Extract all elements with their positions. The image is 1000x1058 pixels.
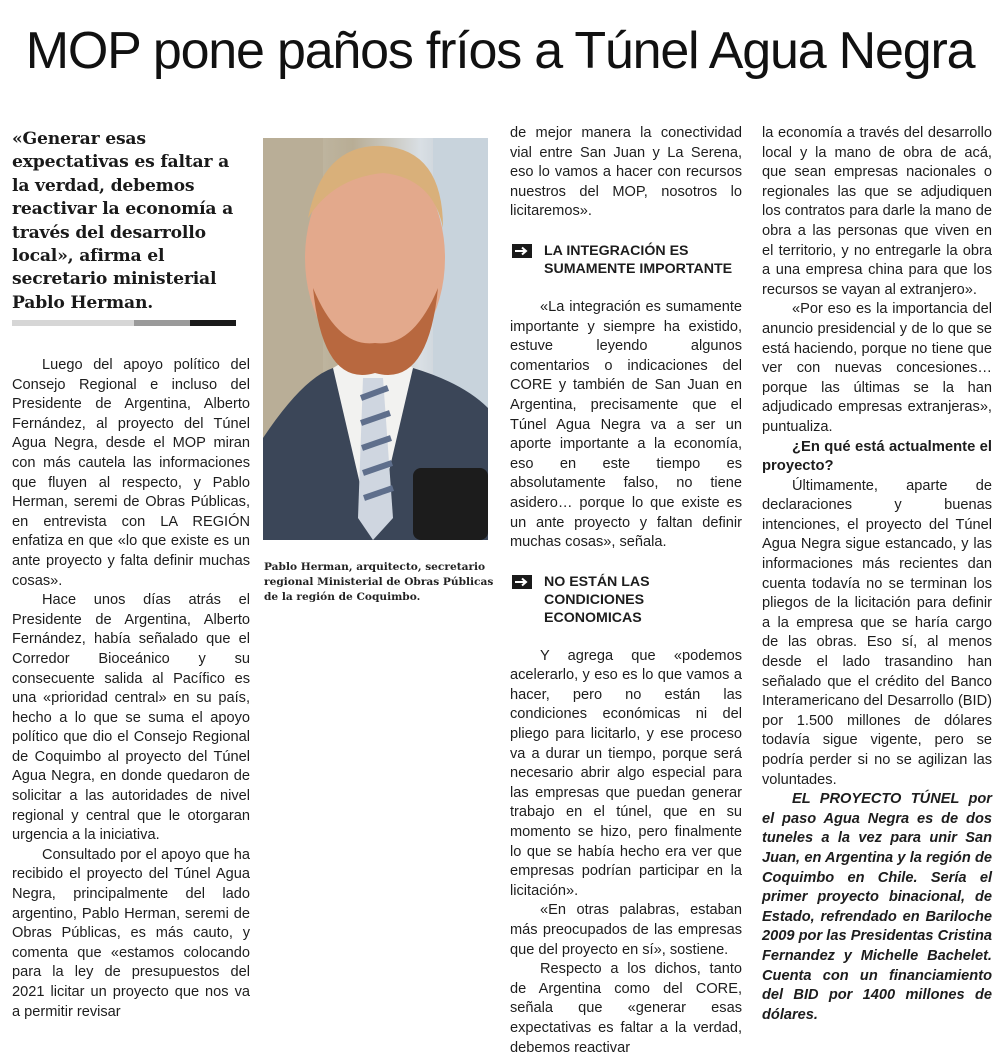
portrait-photo — [263, 138, 488, 540]
paragraph: Hace unos días atrás el Presidente de Argentina, Alberto Fernández, había señalado que el Corredor Bioceánico y su consecuente salida al Pacífico es una «prioridad central» en su país, hecho a lo que se suma el apoyo político que dio el Consejo Regional de Coquimbo al proyecto del Túnel Agua Negra, en donde quedaron de solicitar a las autoridades de nivel regional y central que le otorgaran urgencia a la iniciativa. — [12, 592, 250, 844]
headline: MOP pone paños fríos a Túnel Agua Negra — [25, 22, 975, 80]
photo-caption: Pablo Herman, arquitecto, secretario regional Ministerial de Obras Públicas de la región de Coquimbo. — [264, 561, 494, 603]
column-1 — [12, 356, 250, 1022]
lead-quote: «Generar esas expectativas es faltar a la verdad, debemos reactivar la economía a través del desarrollo local», afirma el secretario ministerial Pablo Herman. — [12, 129, 234, 313]
paragraph: la economía a través del desarrollo local y la mano de obra de acá, que sean empresas nacionales o regionales las que se adjudiquen los contratos para darle la mano de obra a las personas que viven en el territorio, y no entregarle la obra a una empresa china para que los recursos se vayan al extranjero». — [762, 125, 992, 298]
divider-light — [12, 320, 134, 326]
subhead-conditions — [510, 573, 742, 627]
arrow-right-icon — [512, 244, 532, 258]
paragraph: «En otras palabras, estaban más preocupados de las empresas que del proyecto en sí», sostiene. — [510, 902, 742, 958]
fact-box — [762, 790, 992, 1025]
paragraph: «Por eso es la importancia del anuncio presidencial y de lo que se está haciendo, porque no tiene que ver con nuevas concesiones… porque las últimas se la han adjudicado empresas extranjeras», puntualiza. — [762, 301, 992, 435]
arrow-right-icon — [512, 575, 532, 589]
paragraph: Respecto a los dichos, tanto de Argentina como del CORE, señala que «generar esas expectativas es faltar a la verdad, debemos reactivar — [510, 961, 742, 1056]
paragraph: Luego del apoyo político del Consejo Regional e incluso del Presidente de Argentina, Alberto Fernández, al proyecto del Túnel Agua Negra, desde el MOP miran con más cautela las informaciones que fluyen al respecto, y Pablo Herman, seremi de Obras Públicas, en entrevista con LA REGIÓN enfatiza en que «lo que existe es un ante proyecto y falta definir muchas cosas». — [12, 357, 250, 589]
question-heading: ¿En qué está actualmente el proyecto? — [762, 438, 992, 475]
paragraph: Últimamente, aparte de declaraciones y buenas intenciones, el proyecto del Túnel Agua Negra sigue estancado, y las informaciones más recientes dan cuenta todavía no se terminan los pliegos de la licitación para definir a la empresa que se haría cargo de las obras. Eso sí, al menos desde el lado trasandino han señalado que el crédito del Banco Interamericano del Desarrollo (BID) por 1.500 millones de dólares todavía sigue vigente, pero se podría perder si no se agilizan las voluntades. — [762, 477, 992, 788]
paragraph: «La integración es sumamente importante y siempre ha existido, estuve leyendo algunos comentarios o indicaciones del CORE y también de San Juan en Argentina, precisamente que el Túnel Agua Negra va a ser un aporte importante a la economía, eso en este tiempo es absolutamente falso, no tiene asidero… porque lo que existe es un ante proyecto y faltan definir muchas cosas», señala. — [510, 298, 742, 551]
paragraph: de mejor manera la conectividad vial entre San Juan y La Serena, eso lo vamos a hacer con recursos nuestros del MOP, nosotros lo licitaremos». — [510, 125, 742, 220]
column-4 — [762, 124, 992, 1025]
divider-dark — [190, 320, 236, 326]
subhead-text: NO ESTÁN LAS CONDICIONES ECONOMICAS — [544, 573, 650, 626]
subhead-text: LA INTEGRACIÓN ES SUMAMENTE IMPORTANTE — [544, 242, 733, 277]
portrait-illustration — [263, 138, 488, 540]
paragraph: Consultado por el apoyo que ha recibido el proyecto del Túnel Agua Negra, principalmente del lado argentino, Pablo Herman, seremi de Obras Públicas, es más cauto, y comenta que «estamos colocando para la ley de presupuestos del 2021 licitar un proyecto que nos va a permitir revisar — [12, 846, 250, 1020]
column-3 — [510, 124, 742, 1058]
subhead-integration — [510, 242, 742, 278]
fact-text: EL PROYECTO TÚNEL por el paso Agua Negra es de dos tuneles a la vez para unir San Juan, en Argentina y la región de Coquimbo en Chile. Sería el primer proyecto binacional, de Estado, refrendado en Bariloche 2009 por las Presidentas Cristina Fernandez y Michelle Bachelet. Cuenta con un financiamiento del BID por 1400 millones de dólares. — [762, 791, 992, 1023]
paragraph: Y agrega que «podemos acelerarlo, y eso es lo que vamos a hacer, pero no están las condiciones económicas ni del pliego para licitarlo, y ese proceso va a durar un tiempo, porque será necesario abrir algo especial para las empresas que puedan generar trabajo en el túnel, que en su momento se hizo, pero finalmente lo que se había hecho era ver que empresas podrían participar en la licitación». — [510, 647, 742, 899]
divider-mid — [134, 320, 190, 326]
